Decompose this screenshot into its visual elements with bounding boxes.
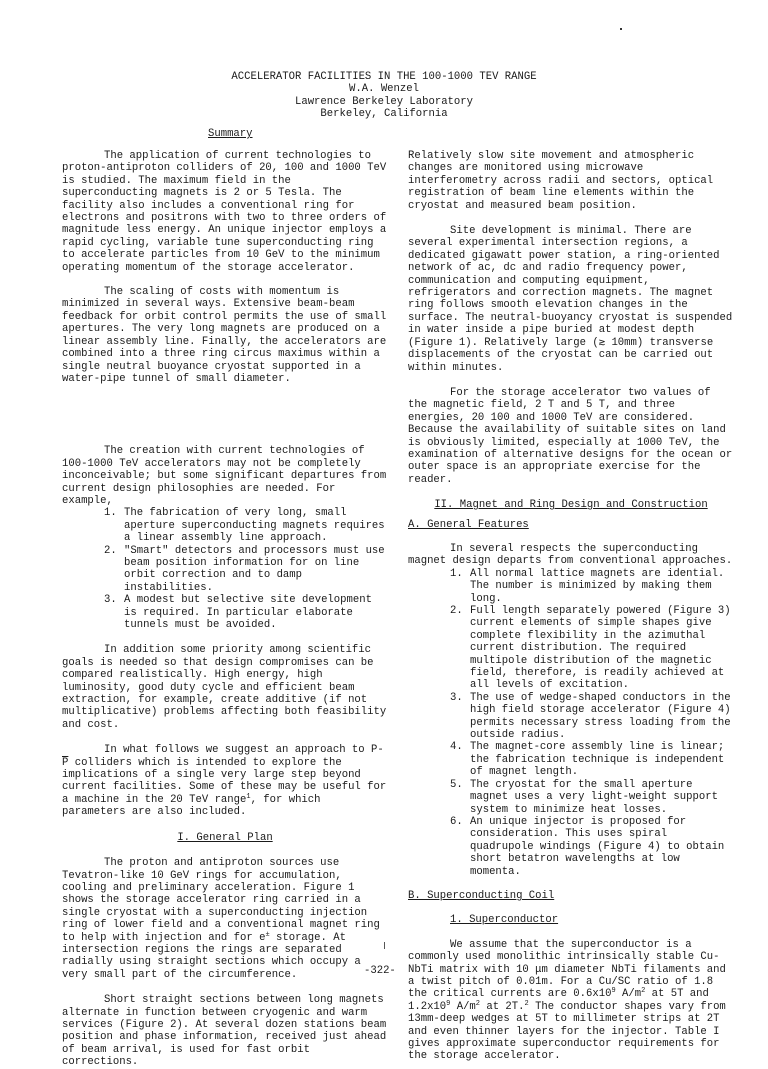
intro-paragraph-2: In addition some priority among scientific goals is needed so that design compromises can be compared realistically. High energy, high luminosity, good duty cycle and efficient beam extraction, for example, create additive (if not multiplicative) problems affecting both feasibility and cost.: [62, 644, 387, 731]
list-item: 3. A modest but selective site development is required. In particular elaborate tunnels must be avoided.: [104, 594, 372, 631]
list-item: 6. An unique injector is proposed for consideration. This uses spiral quadrupole windings (Figure 4) to obtain short betatron wavelengths at low momenta.: [450, 815, 725, 878]
list-item: 3. The use of wedge-shaped conductors in the high field storage accelerator (Figure 4) permits necessary stress loading from the outside radius.: [450, 691, 731, 742]
summary-heading: Summary: [208, 128, 253, 140]
paper-title: ACCELERATOR FACILITIES IN THE 100-1000 TEV RANGE: [231, 71, 537, 83]
author: W.A. Wenzel: [349, 83, 419, 96]
superconducting-coil-heading: B. Superconducting Coil: [408, 889, 555, 902]
intro-list: [62, 507, 388, 631]
page-number: -322-: [364, 965, 396, 977]
general-features-heading: A. General Features: [408, 518, 529, 531]
affiliation: Lawrence Berkeley Laboratory: [294, 95, 473, 108]
list-item: 2. Full length separately powered (Figure 3) current elements of simple shapes give complete flexibility in the azimuthal current distribution. The required multipole distribution of the magnetic field, therefore, is readily achieved at all levels of excitation.: [450, 605, 731, 692]
list-item: 1. All normal lattice magnets are idential. The number is minimized by making them long.: [450, 567, 725, 605]
general-plan-heading: I. General Plan: [177, 831, 273, 844]
list-item: 5. The cryostat for the small aperture magnet uses a very light-weight support system to minimize heat losses.: [450, 778, 718, 816]
list-item: 1. The fabrication of very long, small aperture superconducting magnets requires a linear assembly line approach.: [104, 507, 385, 545]
summary-paragraph-1: The application of current technologies to proton-antiproton colliders of 20, 100 and 1000 TeV is studied. The maximum field in the superconducting magnets is 2 or 5 Tesla. The facility also includes a conventional ring for electrons and positrons with two to three orders of magnitude less energy. An unique injector employs a rapid cycling, variable tune superconducting ring to accelerate particles from 10 GeV to the minimum operating momentum of the storage accelerator.: [62, 150, 387, 274]
scan-mark: [384, 942, 385, 949]
intro-paragraph-1: The creation with current technologies of 100-1000 TeV accelerators may not be completely inconceivable; but some significant departures from current design philosophies are needed. For example,: [62, 445, 387, 507]
superconductor-heading: 1. Superconductor: [450, 914, 559, 927]
magnet-section-heading: II. Magnet and Ring Design and Construction: [434, 499, 708, 512]
title-block: [150, 71, 618, 121]
intro-paragraph-3: In what follows we suggest an approach to $P-\overline{P}$ colliders which is intended to explore the implications of a single very large step beyond current facilities. Some of these may be useful for a machine in the 20 TeV range$^1$, for which parameters are also included.: [62, 744, 387, 819]
superconductor-paragraph: We assume that the superconductor is a commonly used monolithic intrinsically stable Cu-NbTi matrix with 10 μm diameter NbTi filaments and a twist pitch of 0.01m. For a Cu/SC ratio of 1.8 the critical currents are $0.6x10^9$ $A/m^2$ at 5T and $1.2x10^9$ $A/m^2$ at 2T.$^2$ The conductor shapes vary from 13mm-deep wedges at 5T to millimeter strips at 2T and even thinner layers for the injector. Table I gives approximate superconductor requirements for the storage accelerator.: [408, 938, 726, 1063]
list-item: 2. "Smart" detectors and processors must use beam position information for on line orbit correction and to damp instabilities.: [104, 544, 385, 594]
general-plan-paragraph-1: The proton and antiproton sources use Tevatron-like 10 GeV rings for accumulation, cooling and preliminary acceleration. Figure 1 shows the storage accelerator ring carried in a single cryostat with a superconducting injection ring of lower field and a conventional magnet ring to help with injection and for e± storage. At intersection regions the rings are separated radially using straight sections which occupy a very small part of the circumference.: [62, 857, 380, 981]
list-item: 4. The magnet-core assembly line is linear; the fabrication technique is independent of magnet length.: [450, 741, 725, 779]
magnet-paragraph-1: In several respects the superconducting magnet design departs from conventional approaches.: [408, 542, 733, 568]
right-column: [408, 150, 734, 1063]
right-paragraph-3: For the storage accelerator two values of the magnetic field, 2 T and 5 T, and three energies, 20 100 and 1000 TeV are considered. Because the availability of suitable sites on land is obviously limited, especially at 1000 TeV, the examination of alternative designs for the ocean or outer space is an appropriate exercise for the reader.: [408, 386, 733, 486]
right-paragraph-1: Relatively slow site movement and atmospheric changes are monitored using microwave interferometry across radii and sectors, optical registration of beam line elements within the cryostat and measured beam position.: [408, 150, 714, 212]
magnet-list: [408, 568, 734, 878]
location: Berkeley, California: [320, 108, 448, 121]
right-paragraph-2: Site development is minimal. There are several experimental intersection regions, a dedicated gigawatt power station, a ring-oriented network of ac, dc and radio frequency power, communication and computing equipment, refrigerators and correction magnets. The magnet ring follows smooth elevation changes in the surface. The neutral-buoyancy cryostat is suspended in water inside a pipe buried at modest depth (Figure 1). Relatively large (≳ 10mm) transverse displacements of the cryostat can be carried out within minutes.: [408, 225, 733, 374]
left-column: [62, 150, 388, 1069]
scan-speck: [620, 28, 622, 30]
summary-paragraph-2: The scaling of costs with momentum is minimized in several ways. Extensive beam-beam feedback for orbit control permits the use of small apertures. The very long magnets are produced on a linear assembly line. Finally, the accelerators are combined into a three ring circus maximus within a single neutral buoyance cryostat supported in a water-pipe tunnel of small diameter.: [62, 286, 387, 385]
general-plan-paragraph-2: Short straight sections between long magnets alternate in function between cryogenic and warm services (Figure 2). At several dozen stations beam position and phase information, received just ahead of beam arrival, is used for fast orbit corrections.: [62, 994, 387, 1069]
